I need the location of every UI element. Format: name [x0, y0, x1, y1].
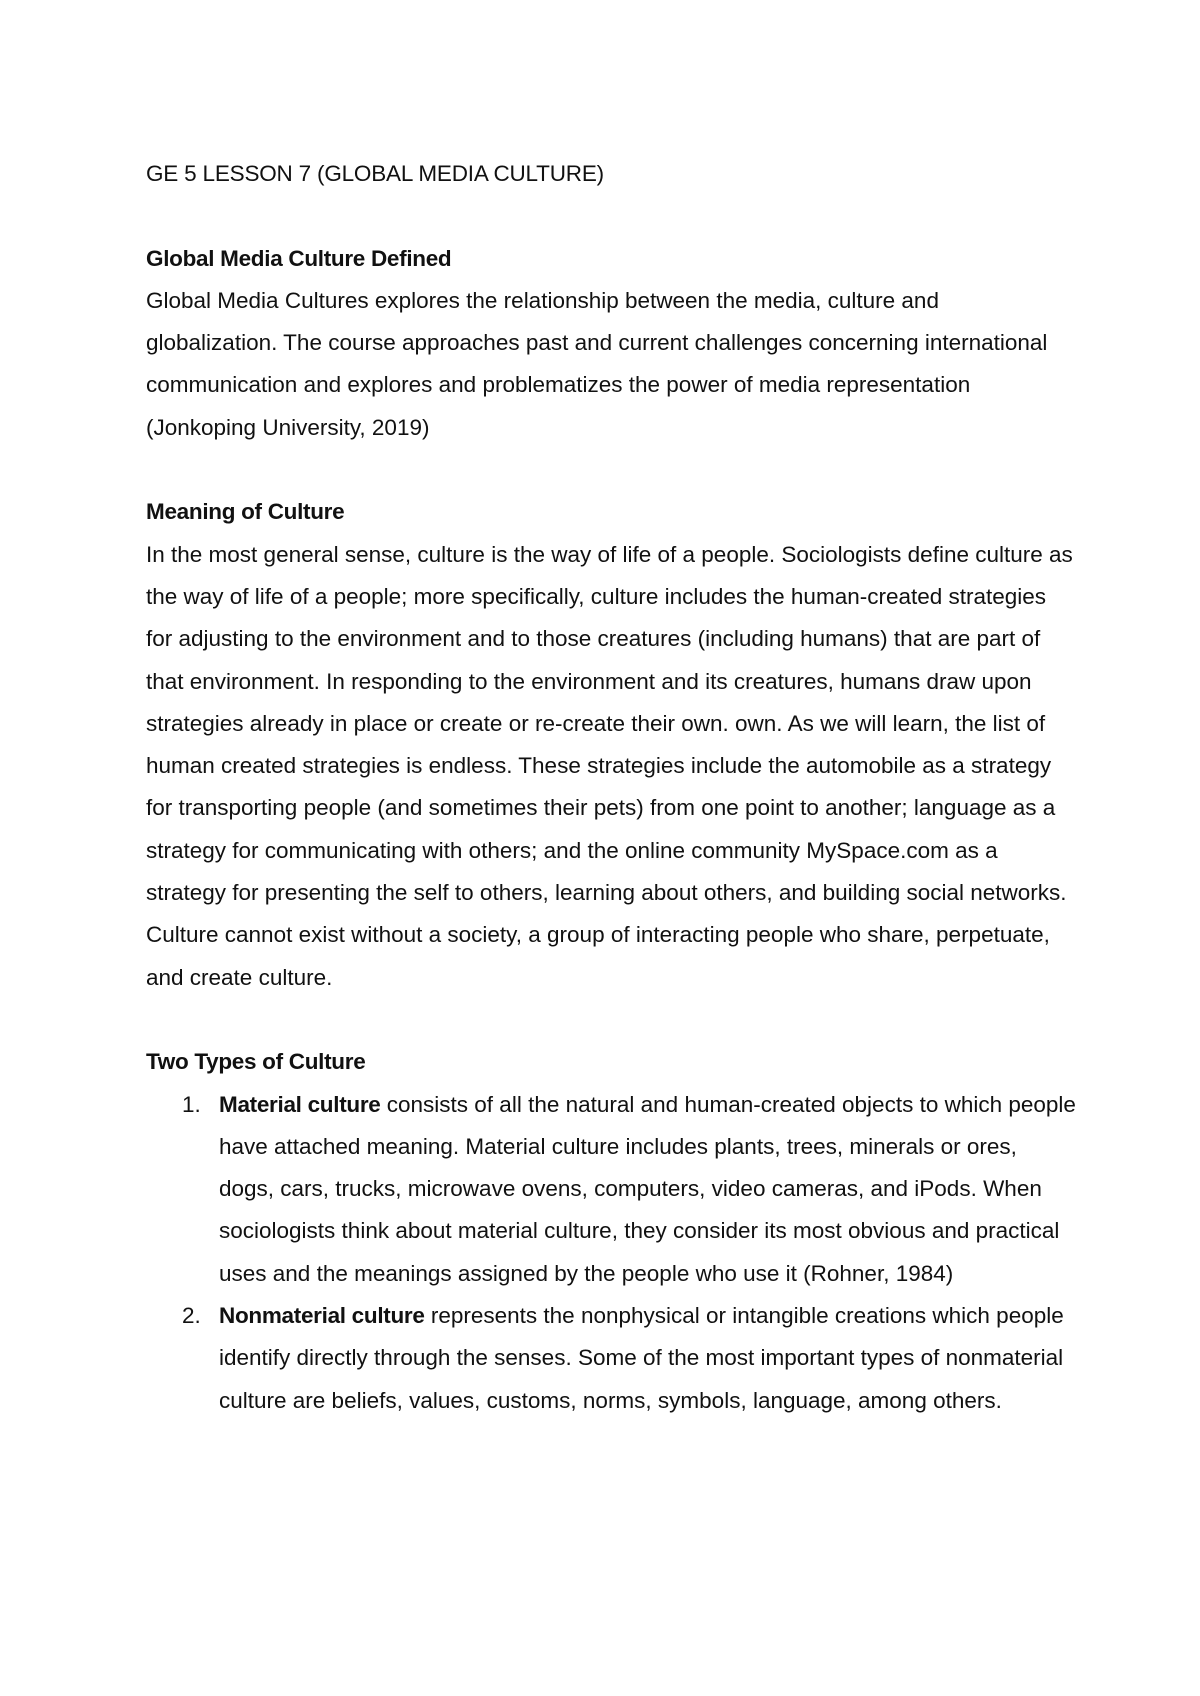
- list-text: consists of all the natural and human-created objects to which people have attached meaning. Material culture includes plants, trees, minerals or ores, dogs, cars, trucks, microwave ovens, computers, video cameras, and iPods. When sociologists think about material culture, they consider its most obvious and practical uses and the meanings assigned by the people who use it (Rohner, 1984): [219, 1091, 1076, 1286]
- list-number: 2.: [182, 1303, 201, 1329]
- section-heading: Two Types of Culture: [146, 1049, 366, 1075]
- list-number: 1.: [182, 1091, 201, 1117]
- section-paragraph: In the most general sense, culture is the way of life of a people. Sociologists define culture as the way of life of a people; more specifically, culture includes the human-created strategies for adjusting to the environment and to those creatures (including humans) that are part of that environment. In responding to the environment and its creatures, humans draw upon strategies already in place or create or re-create their own. own. As we will learn, the list of human created strategies is endless. These strategies include the automobile as a strategy for transporting people (and sometimes their pets) from one point to another; language as a strategy for communicating with others; and the online community MySpace.com as a strategy for presenting the self to others, learning about others, and building social networks. Culture cannot exist without a society, a group of interacting people who share, perpetuate, and create culture.: [146, 541, 1073, 990]
- section-paragraph: Global Media Cultures explores the relationship between the media, culture and globalization. The course approaches past and current challenges concerning international communication and explores and problematizes the power of media representation (Jonkoping University, 2019): [146, 287, 1048, 440]
- section-heading: Global Media Culture Defined: [146, 245, 452, 271]
- list-term: Nonmaterial culture: [219, 1303, 425, 1329]
- document-title: GE 5 LESSON 7 (GLOBAL MEDIA CULTURE): [146, 161, 604, 186]
- list-item: [146, 1084, 1076, 1295]
- culture-types-list: [146, 1084, 1076, 1422]
- section-global-media-culture-defined: [146, 238, 1076, 449]
- list-item: [146, 1295, 1076, 1422]
- section-meaning-of-culture: [146, 491, 1076, 999]
- list-term: Material culture: [219, 1091, 381, 1117]
- document-content: [146, 153, 1076, 1422]
- section-two-types-of-culture: [146, 1041, 1076, 1422]
- section-heading: Meaning of Culture: [146, 499, 345, 525]
- list-text: represents the nonphysical or intangible creations which people identify directly through the senses. Some of the most important types of nonmaterial culture are beliefs, values, customs, norms, symbols, language, among others.: [219, 1303, 1064, 1413]
